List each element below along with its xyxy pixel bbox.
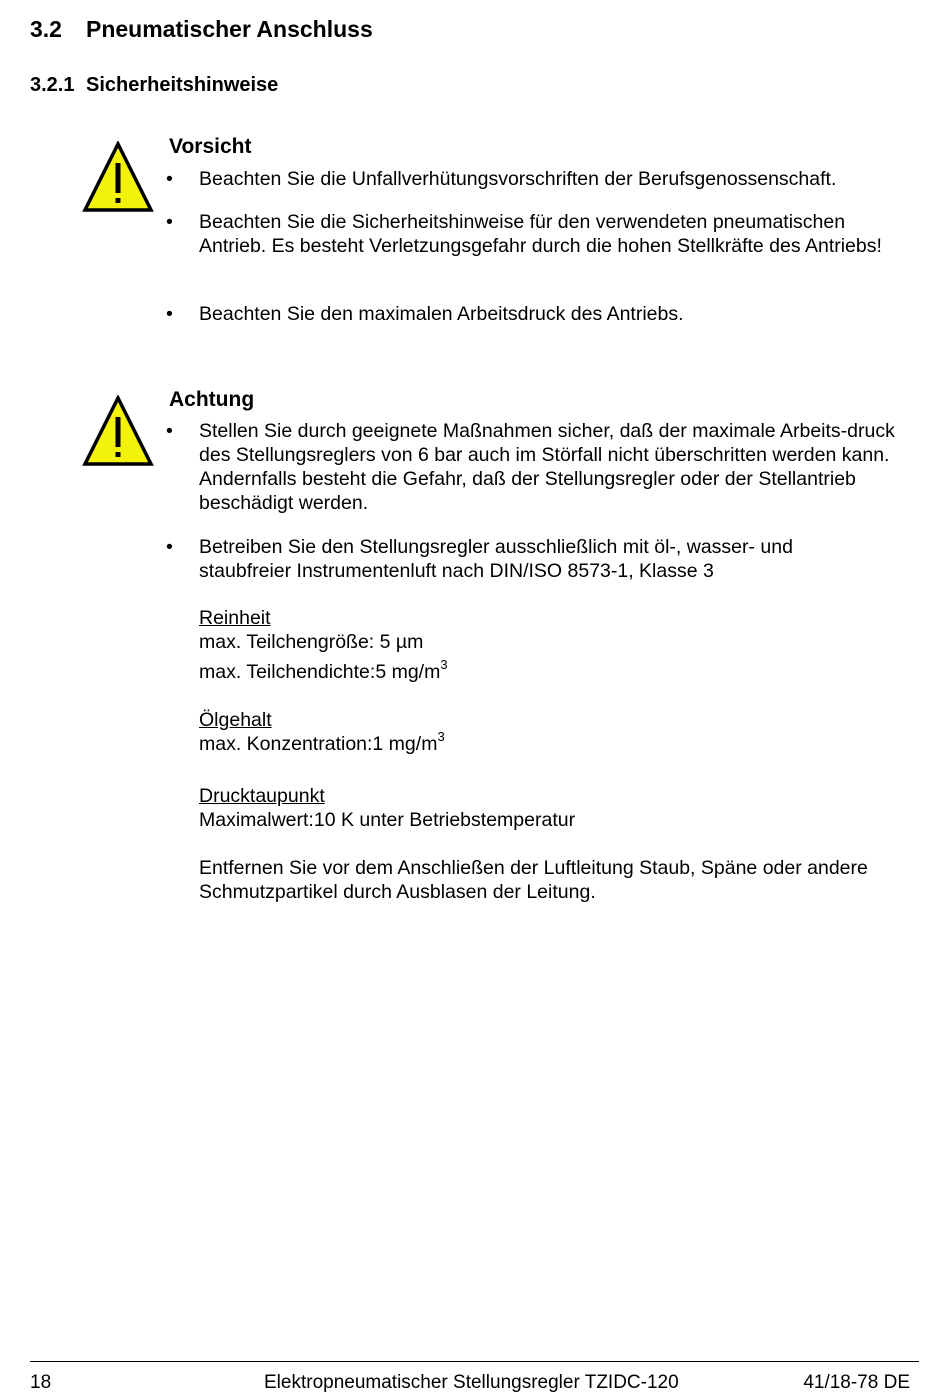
- section-title: Pneumatischer Anschluss: [86, 16, 373, 42]
- section-heading: [30, 16, 373, 43]
- warning-triangle-icon: [82, 395, 154, 467]
- vorsicht-title: Vorsicht: [169, 135, 252, 158]
- achtung-title: Achtung: [169, 388, 255, 411]
- bullet-text: Beachten Sie den maximalen Arbeitsdruck des Antriebs.: [199, 303, 684, 325]
- oelgehalt-heading: Ölgehalt: [199, 709, 272, 731]
- subsection-title: Sicherheitshinweise: [86, 74, 279, 96]
- footer-document-title: Elektropneumatischer Stellungsregler TZIDC-120: [264, 1372, 679, 1393]
- bullet-text: Stellen Sie durch geeignete Maßnahmen sicher, daß der maximale Arbeits-druck des Stellungsreglers von 6 bar auch im Störfall nicht überschritten werden kann. Andernfalls besteht die Gefahr, daß der Stellungsregler oder der Stellantrieb beschädigt werden.: [199, 420, 895, 514]
- drucktaupunkt-line-1: Maximalwert:10 K unter Betriebstemperatur: [199, 809, 576, 831]
- drucktaupunkt-block: [199, 784, 919, 832]
- subsection-number: 3.2.1: [30, 74, 75, 96]
- bullet-text: Betreiben Sie den Stellungsregler ausschließlich mit öl-, wasser- und staubfreier Instrumentenluft nach DIN/ISO 8573-1, Klasse 3: [199, 536, 793, 582]
- footer-page-number: 18: [30, 1372, 52, 1393]
- footer-document-id: 41/18-78 DE: [803, 1372, 910, 1393]
- subsection-heading: [30, 74, 278, 97]
- oelgehalt-line-1: max. Konzentration:1 $mg/m^3$: [199, 729, 445, 755]
- section-number: 3.2: [30, 16, 62, 42]
- closing-paragraph: Entfernen Sie vor dem Anschließen der Luftleitung Staub, Späne oder andere Schmutzpartikel durch Ausblasen der Leitung.: [199, 857, 868, 903]
- bullet-dot: •: [166, 420, 173, 442]
- warning-triangle-icon: [82, 141, 154, 213]
- reinheit-line-2: max. Teilchendichte:5 $mg/m^3$: [199, 657, 448, 683]
- reinheit-block: [199, 606, 919, 684]
- bullet-text: Beachten Sie die Sicherheitshinweise für den verwendeten pneumatischen Antrieb. Es besteht Verletzungsgefahr durch die hohen Stellkräfte des Antriebs!: [199, 211, 882, 257]
- footer-divider: [30, 1361, 919, 1362]
- reinheit-heading: Reinheit: [199, 607, 271, 629]
- reinheit-line-1: max. Teilchengröße: 5 µm: [199, 631, 424, 653]
- drucktaupunkt-heading: Drucktaupunkt: [199, 785, 325, 807]
- oelgehalt-block: [199, 708, 919, 756]
- bullet-text: Beachten Sie die Unfallverhütungsvorschriften der Berufsgenossenschaft.: [199, 168, 837, 190]
- bullet-dot: •: [166, 536, 173, 558]
- bullet-dot: •: [166, 168, 173, 190]
- bullet-dot: •: [166, 211, 173, 233]
- bullet-dot: •: [166, 303, 173, 325]
